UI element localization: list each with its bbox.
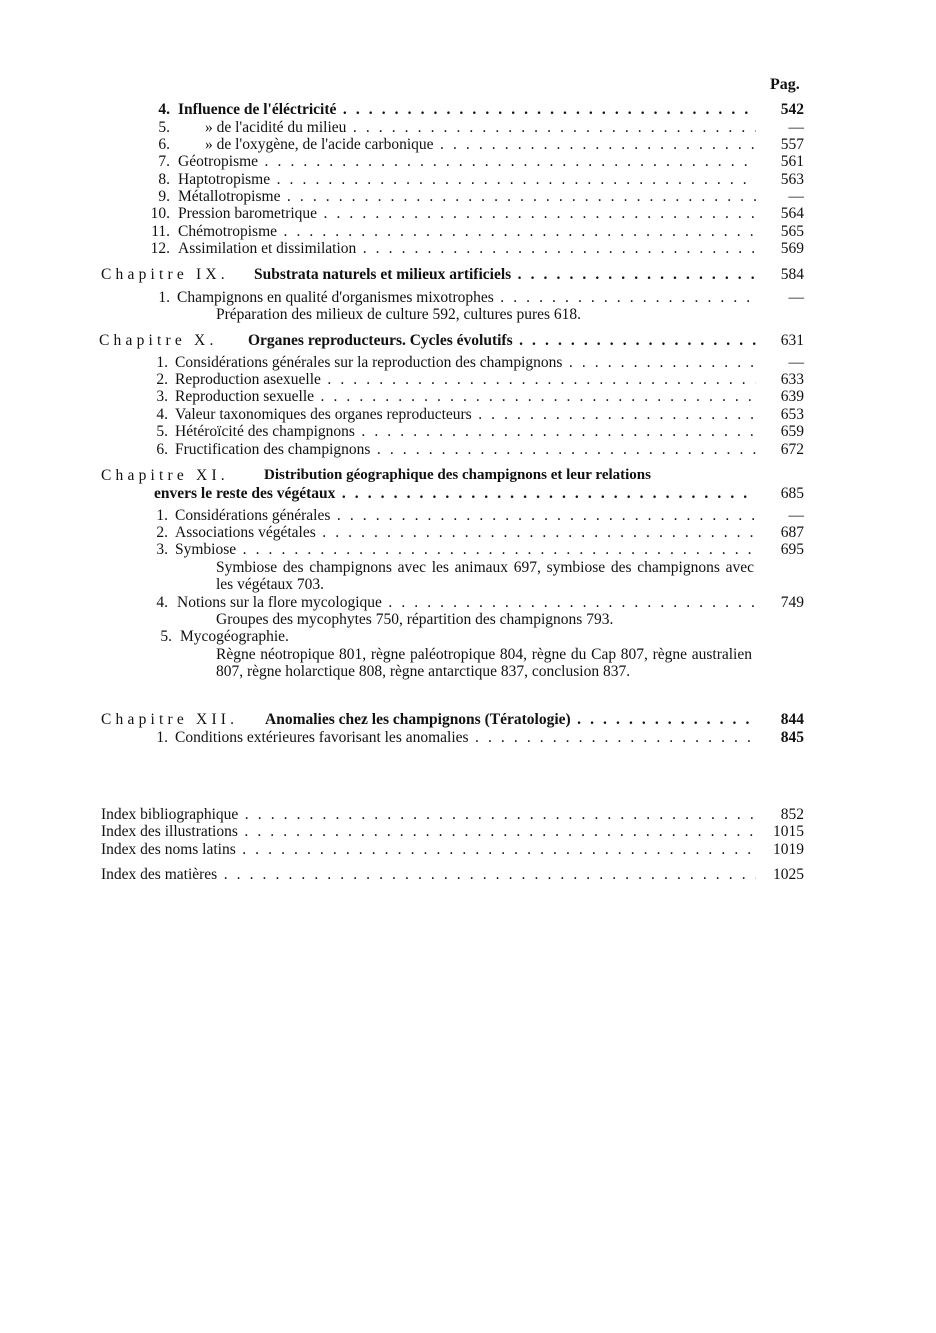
entry-number: 6. [156,441,168,458]
entry-title: Symbiose . . . [175,541,756,558]
toc-entry [0,223,936,241]
entry-number: 1. [156,507,168,524]
toc-entry [0,354,936,372]
entry-title: Considérations générales . . . [175,507,756,524]
entry-page: 569 [780,240,804,257]
toc-entry [0,101,936,119]
entry-number: 10. [150,205,170,222]
toc-entry [0,441,936,459]
index-entry [0,806,936,824]
entry-number: 3. [156,541,168,558]
entry-number: 2. [156,524,168,541]
entry-number: 11. [151,223,170,240]
entry-number: 5. [160,628,172,645]
toc-entry [0,171,936,189]
page-column-label: Pag. [770,76,800,93]
toc-entry [0,594,936,612]
toc-entry [0,541,936,559]
chapter-heading [0,332,936,350]
entry-note: Groupes des mycophytes 750, répartition des champignons 793. [216,611,614,628]
entry-number: 6. [158,136,170,153]
entry-title: » de l'oxygène, de l'acide carbonique . . . [205,136,756,153]
entry-note: Règne néotropique 801, règne paléotropique 804, règne du Cap 807, règne australien 807, règne holarctique 808, règne antarctique 837, conclusion 837. [216,646,752,681]
entry-title: Hétéroïcité des champignons . . . [175,423,756,440]
toc-entry [0,388,936,406]
entry-page: 564 [780,205,804,222]
entry-note: Préparation des milieux de culture 592, cultures pures 618. [216,306,582,323]
entry-page: 845 [780,729,804,746]
toc-entry [0,136,936,154]
index-entry [0,866,936,884]
chapter-title: Organes reproducteurs. Cycles évolutifs . . . [248,332,756,349]
toc-entry [0,371,936,389]
chapter-label: Chapitre XII. [101,711,239,728]
entry-page: — [788,289,804,306]
chapter-page: 844 [780,711,804,728]
toc-entry [0,423,936,441]
entry-page: — [788,188,804,205]
chapter-page: 685 [780,485,804,502]
entry-page: 749 [780,594,804,611]
entry-number: 9. [158,188,170,205]
entry-number: 12. [150,240,170,257]
entry-number: 7. [158,153,170,170]
entry-title: Considérations générales sur la reproduction des champignons . . . [175,354,756,371]
chapter-heading [0,266,936,284]
entry-title: Haptotropisme . . . [178,171,756,188]
toc-entry [0,153,936,171]
chapter-label: Chapitre X. [99,332,218,349]
entry-page: 565 [780,223,804,240]
entry-title: Conditions extérieures favorisant les anomalies . . . [175,729,756,746]
entry-number: 1. [158,289,170,306]
toc-entry [0,240,936,258]
entry-number: 8. [158,171,170,188]
entry-number: 5. [158,119,170,136]
index-page: 852 [780,806,804,823]
toc-entry [0,524,936,542]
chapter-heading-continued [0,485,936,503]
entry-title: Assimilation et dissimilation . . . [178,240,756,257]
index-title: Index des illustrations . . . [101,823,756,840]
entry-title: Reproduction asexuelle . . . [175,371,756,388]
index-title: Index des matières . . . [101,866,756,883]
entry-page: — [788,507,804,524]
entry-title: Mycogéographie. [180,628,289,645]
index-title: Index bibliographique . . . [101,806,756,823]
entry-title: Associations végétales . . . [175,524,756,541]
toc-entry [0,406,936,424]
entry-page: 633 [780,371,804,388]
entry-page: 695 [780,541,804,558]
entry-title: Métallotropisme . . . [178,188,756,205]
entry-number: 4. [156,594,168,611]
entry-title: Fructification des champignons . . . [175,441,756,458]
entry-note: Symbiose des champignons avec les animaux 697, symbiose des champignons avec les végétaux 703. [216,559,754,594]
entry-page: 659 [780,423,804,440]
entry-page: 561 [780,153,804,170]
toc-entry [0,205,936,223]
entry-title: Pression barometrique . . . [178,205,756,222]
entry-page: 653 [780,406,804,423]
toc-entry [0,628,936,646]
chapter-heading [0,467,936,485]
entry-number: 5. [156,423,168,440]
toc-entry [0,729,936,747]
entry-page: 639 [780,388,804,405]
entry-page: 557 [780,136,804,153]
entry-title: Chémotropisme . . . [178,223,756,240]
index-page: 1015 [773,823,804,840]
index-title: Index des noms latins . . . [101,841,756,858]
entry-page: 542 [780,101,804,118]
toc-entry [0,188,936,206]
toc-entry [0,507,936,525]
entry-page: — [788,354,804,371]
index-page: 1025 [773,866,804,883]
index-page: 1019 [773,841,804,858]
entry-number: 4. [158,101,170,118]
entry-page: 687 [780,524,804,541]
chapter-page: 584 [780,266,804,283]
index-entry [0,841,936,859]
entry-page: — [788,119,804,136]
entry-title: » de l'acidité du milieu . . . [205,119,756,136]
chapter-heading [0,711,936,729]
entry-page: 672 [780,441,804,458]
entry-title: Influence de l'éléctricité . . . [178,101,756,118]
chapter-title-continued: envers le reste des végétaux . . . [154,485,756,502]
entry-number: 2. [156,371,168,388]
chapter-label: Chapitre IX. [101,266,229,283]
toc-entry [0,119,936,137]
index-entry [0,823,936,841]
entry-number: 1. [156,354,168,371]
entry-title: Reproduction sexuelle . . . [175,388,756,405]
entry-number: 3. [156,388,168,405]
chapter-label: Chapitre XI. [101,467,229,484]
entry-title: Notions sur la flore mycologique . . . [177,594,756,611]
chapter-page: 631 [780,332,804,349]
entry-page: 563 [780,171,804,188]
entry-title: Valeur taxonomiques des organes reproducteurs . . . [175,406,756,423]
chapter-title: Substrata naturels et milieux artificiels . . . [254,266,756,283]
entry-number: 4. [156,406,168,423]
chapter-title: Anomalies chez les champignons (Tératologie) . . . [265,711,756,728]
entry-title: Champignons en qualité d'organismes mixotrophes . . . [177,289,756,306]
entry-title: Géotropisme . . . [178,153,756,170]
chapter-title: Distribution géographique des champignons et leur relations [264,467,651,483]
entry-number: 1. [156,729,168,746]
toc-entry [0,289,936,307]
